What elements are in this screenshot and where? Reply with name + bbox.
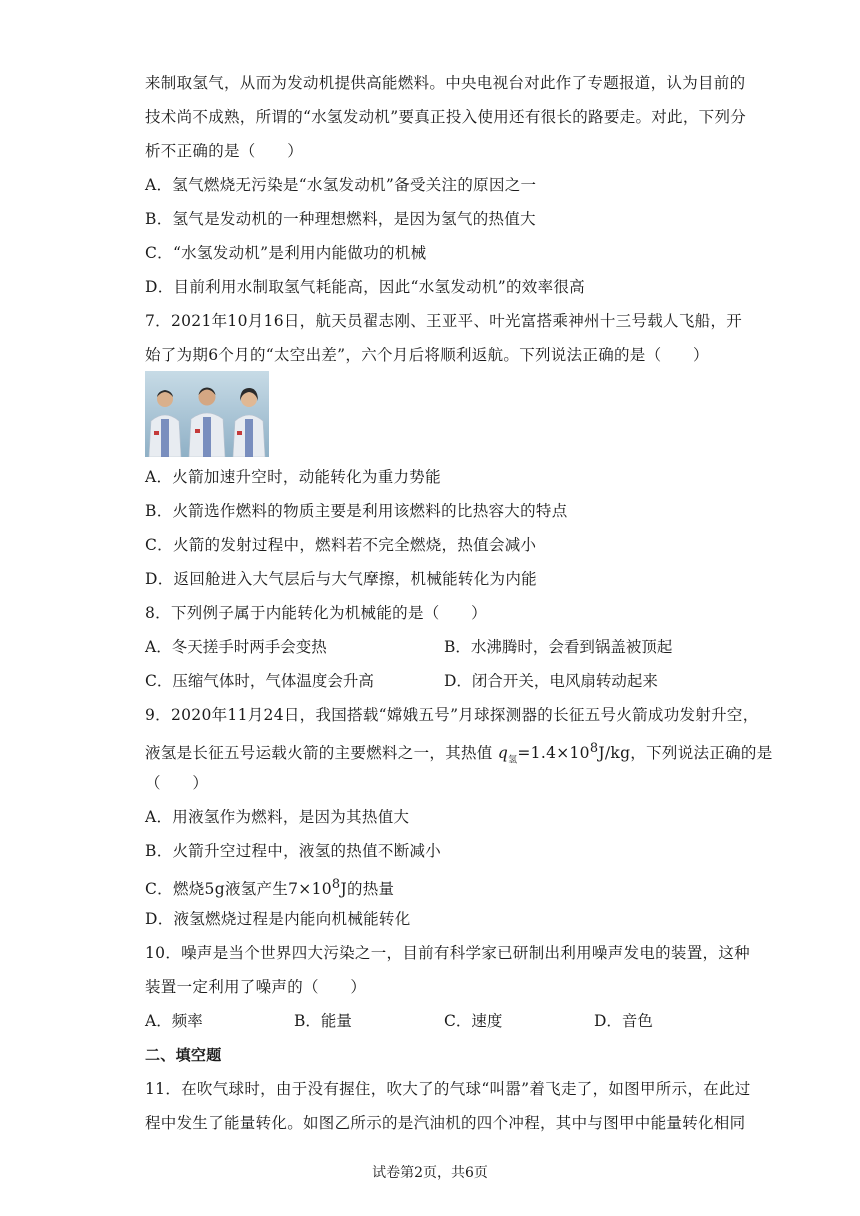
question-11-stem: 程中发生了能量转化。如图乙所示的是汽油机的四个冲程，其中与图甲中能量转化相同 (145, 1114, 746, 1132)
text-span: J的热量 (340, 880, 395, 899)
option-d: D．闭合开关，电风扇转动起来 (444, 672, 658, 690)
section-heading: 二、填空题 (145, 1046, 222, 1064)
superscript: 8 (589, 741, 599, 756)
symbol-q: q (497, 744, 509, 763)
option-b: B．氢气是发动机的一种理想燃料，是因为氢气的热值大 (145, 210, 536, 228)
text-line: 析不正确的是（ ） (145, 142, 304, 160)
option-b: B．火箭选作燃料的物质主要是利用该燃料的比热容大的特点 (145, 502, 568, 520)
superscript: 8 (331, 877, 341, 892)
text-span: =1.4×10 (517, 744, 590, 763)
option-d: D．音色 (594, 1012, 653, 1030)
text-span: C．燃烧5g液氢产生7×10 (145, 880, 332, 899)
question-7-stem: 始了为期6个月的“太空出差”，六个月后将顺利返航。下列说法正确的是（ ） (145, 346, 709, 364)
text-span: J/kg，下列说法正确的是 (598, 744, 773, 763)
question-9-stem (145, 739, 773, 770)
option-a: A．频率 (145, 1012, 203, 1030)
subscript-hydrogen: 氢 (508, 755, 518, 766)
option-b: B．火箭升空过程中，液氢的热值不断减小 (145, 842, 442, 860)
astronauts-photo (145, 371, 269, 457)
option-d: D．目前利用水制取氢气耗能高，因此“水氢发动机”的效率很高 (145, 278, 585, 296)
option-c: C．速度 (444, 1012, 503, 1030)
question-10-stem: 10．噪声是当个世界四大污染之一，目前有科学家已研制出利用噪声发电的装置，这种 (145, 944, 750, 962)
question-8-stem: 8．下列例子属于内能转化为机械能的是（ ） (145, 604, 487, 622)
option-a: A．用液氢作为燃料，是因为其热值大 (145, 808, 410, 826)
option-c: C．“水氢发动机”是利用内能做功的机械 (145, 244, 427, 262)
option-b: B．水沸腾时，会看到锅盖被顶起 (444, 638, 673, 656)
page-footer: 试卷第2页，共6页 (372, 1165, 488, 1181)
option-c (145, 875, 394, 899)
question-9-stem: 9．2020年11月24日，我国搭载“嫦娥五号”月球探测器的长征五号火箭成功发射升空， (145, 706, 759, 724)
text-span: 液氢是长征五号运载火箭的主要燃料之一，其热值 (145, 744, 498, 763)
text-line: 来制取氢气，从而为发动机提供高能燃料。中央电视台对此作了专题报道，认为目前的 (145, 74, 746, 92)
option-c: C．火箭的发射过程中，燃料若不完全燃烧，热值会减小 (145, 536, 537, 554)
option-c: C．压缩气体时，气体温度会升高 (145, 672, 374, 690)
question-7-stem: 7．2021年10月16日，航天员翟志刚、王亚平、叶光富搭乘神州十三号载人飞船，开 (145, 312, 743, 330)
question-10-stem: 装置一定利用了噪声的（ ） (145, 978, 367, 996)
option-a: A．冬天搓手时两手会变热 (145, 638, 327, 656)
text-line: （ ） (145, 774, 209, 792)
option-d: D．液氢燃烧过程是内能向机械能转化 (145, 910, 411, 928)
option-b: B．能量 (294, 1012, 352, 1030)
option-a: A．火箭加速升空时，动能转化为重力势能 (145, 468, 441, 486)
question-11-stem: 11．在吹气球时，由于没有握住，吹大了的气球“叫嚣”着飞走了，如图甲所示，在此过 (145, 1080, 751, 1098)
option-a: A．氢气燃烧无污染是“水氢发动机”备受关注的原因之一 (145, 176, 537, 194)
option-d: D．返回舱进入大气层后与大气摩擦，机械能转化为内能 (145, 570, 537, 588)
text-line: 技术尚不成熟，所谓的“水氢发动机”要真正投入使用还有很长的路要走。对此，下列分 (145, 108, 747, 126)
